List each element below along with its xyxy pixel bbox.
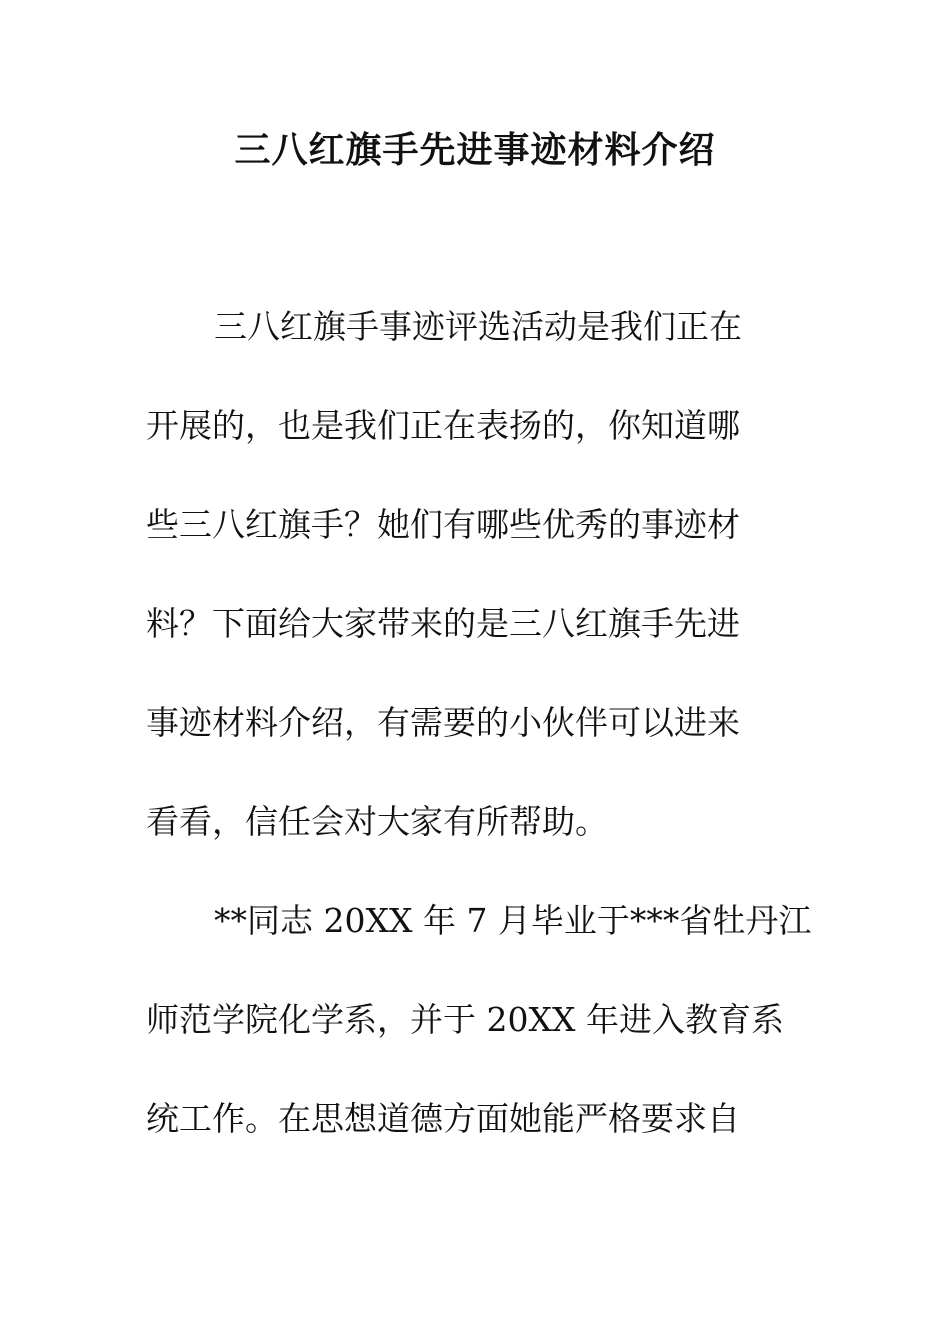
paragraph-1-line-4: 料？下面给大家带来的是三八红旗手先进: [146, 604, 740, 643]
paragraph-2-line-3: 统工作。在思想道德方面她能严格要求自: [146, 1099, 740, 1138]
document-title: 三八红旗手先进事迹材料介绍: [234, 130, 716, 171]
paragraph-2-line-2: 师范学院化学系，并于 20XX 年进入教育系: [146, 1000, 784, 1039]
paragraph-1-line-6: 看看，信任会对大家有所帮助。: [146, 802, 608, 841]
paragraph-1-line-3: 些三八红旗手？她们有哪些优秀的事迹材: [146, 505, 740, 544]
paragraph-1-line-2: 开展的，也是我们正在表扬的，你知道哪: [146, 406, 740, 445]
paragraph-2-line-1: **同志 20XX 年 7 月毕业于***省牡丹江: [214, 901, 812, 940]
paragraph-1-line-1: 三八红旗手事迹评选活动是我们正在: [214, 307, 742, 346]
paragraph-1-line-5: 事迹材料介绍，有需要的小伙伴可以进来: [146, 703, 740, 742]
